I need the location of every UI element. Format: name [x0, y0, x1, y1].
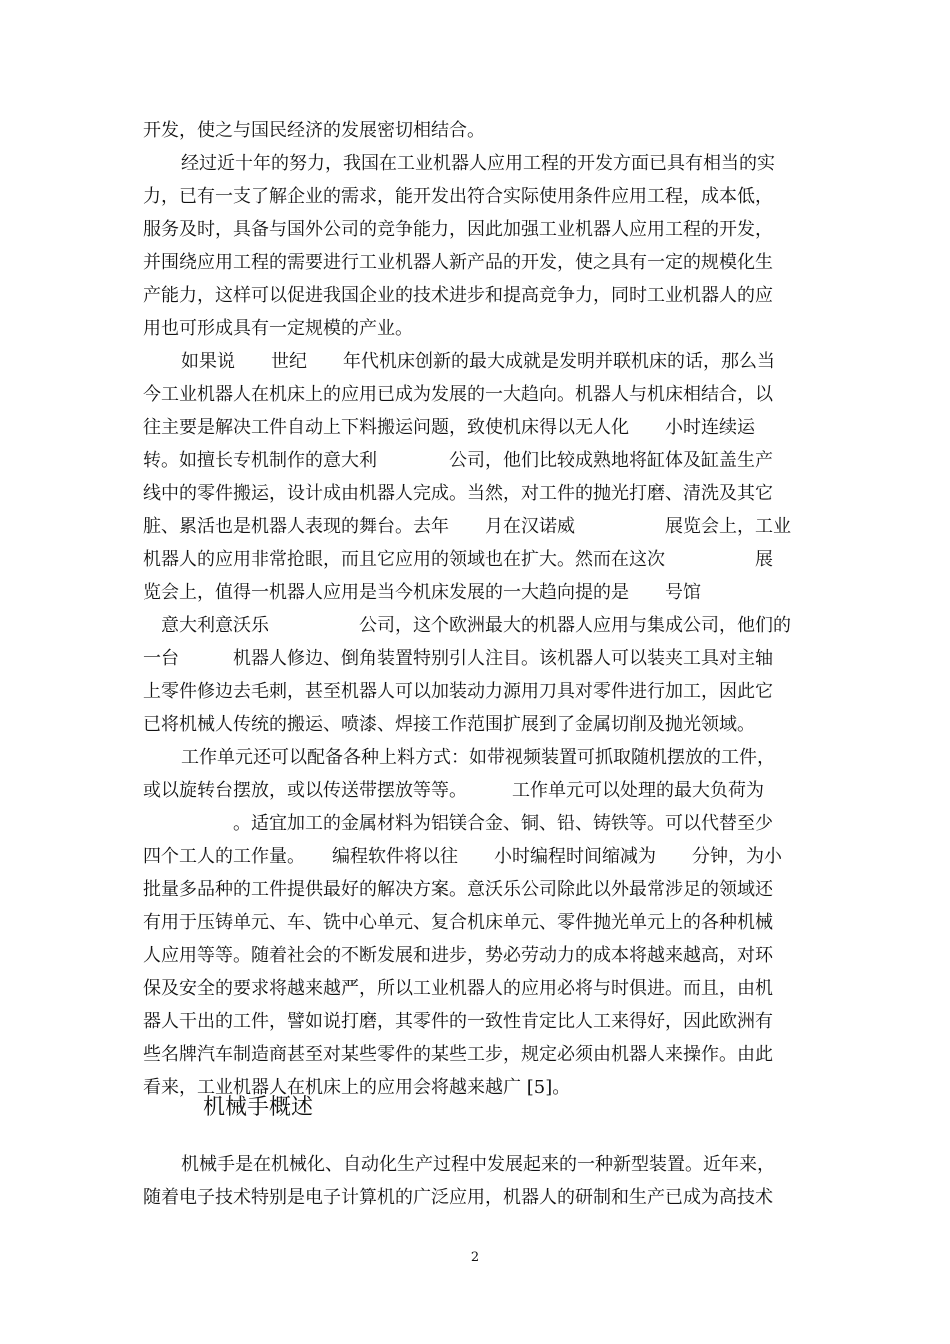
text-line: 览会上，值得一机器人应用是当今机床发展的一大趋向提的是 号馆	[143, 582, 701, 603]
text-line: 工作单元还可以配备各种上料方式：如带视频装置可抓取随机摆放的工件，	[181, 747, 775, 768]
text-line: 转。如擅长专机制作的意大利 公司，他们比较成熟地将缸体及缸盖生产	[143, 450, 773, 471]
text-line: 批量多品种的工件提供最好的解决方案。意沃乐公司除此以外最常涉足的领域还	[143, 879, 773, 900]
text-line-hidden-guard	[143, 1041, 808, 1074]
text-line: 并围绕应用工程的需要进行工业机器人新产品的开发，使之具有一定的规模化生	[143, 252, 773, 273]
text-line: 四个工人的工作量。 编程软件将以往 小时编程时间缩减为 分钟，为小	[143, 846, 782, 867]
text-line: 力，已有一支了解企业的需求，能开发出符合实际使用条件应用工程，成本低，	[143, 186, 773, 207]
text-line: 器人干出的工件，譬如说打磨，其零件的一致性肯定比人工来得好，因此欧洲有	[143, 1011, 773, 1032]
text-line: 如果说 世纪 年代机床创新的最大成就是发明并联机床的话，那么当	[181, 351, 775, 372]
page-number: 2	[470, 1250, 480, 1265]
text-line: 今工业机器人在机床上的应用已成为发展的一大趋向。机器人与机床相结合，以	[143, 384, 773, 405]
text-line: 脏、累活也是机器人表现的舞台。去年 月在汉诺威 展览会上，工业	[143, 516, 791, 537]
text-line: 往主要是解决工件自动上下料搬运问题，致使机床得以无人化 小时连续运	[143, 417, 755, 438]
text-line: 用也可形成具有一定规模的产业。	[143, 318, 413, 339]
text-line: 产能力，这样可以促进我国企业的技术进步和提高竞争力，同时工业机器人的应	[143, 285, 773, 306]
text-line: 些名牌汽车制造商甚至对某些零件的某些工步，规定必须由机器人来操作。由此	[143, 1044, 773, 1065]
text-line: 经过近十年的努力，我国在工业机器人应用工程的开发方面已具有相当的实	[181, 153, 775, 174]
text-line: 有用于压铸单元、车、铣中心单元、复合机床单元、零件抛光单元上的各种机械	[143, 912, 773, 933]
text-line: 机械手是在机械化、自动化生产过程中发展起来的一种新型装置。近年来，	[181, 1154, 775, 1175]
text-line: 服务及时，具备与国外公司的竞争能力，因此加强工业机器人应用工程的开发，	[143, 219, 773, 240]
text-line: 开发，使之与国民经济的发展密切相结合。	[143, 120, 485, 141]
text-line: 线中的零件搬运，设计成由机器人完成。当然，对工件的抛光打磨、清洗及其它	[143, 483, 773, 504]
text-line: 看来，工业机器人在机床上的应用会将越来越广 [5]。	[143, 1077, 571, 1098]
text-line: 人应用等等。随着社会的不断发展和进步，势必劳动力的成本将越来越高，对环	[143, 945, 773, 966]
text-line: 意大利意沃乐 公司，这个欧洲最大的机器人应用与集成公司，他们的	[143, 615, 791, 636]
text-line: 。适宜加工的金属材料为铝镁合金、铜、铅、铸铁等。可以代替至少	[143, 813, 773, 834]
text-line: 或以旋转台摆放，或以传送带摆放等等。 工作单元可以处理的最大负荷为	[143, 780, 764, 801]
section-heading: 机械手概述	[203, 1095, 314, 1120]
text-line: 随着电子技术特别是电子计算机的广泛应用，机器人的研制和生产已成为高技术	[143, 1187, 773, 1208]
text-line: 已将机械人传统的搬运、喷漆、焊接工作范围扩展到了金属切削及抛光领域。	[143, 714, 755, 735]
text-line: 上零件修边去毛刺，甚至机器人可以加装动力源用刀具对零件进行加工，因此它	[143, 681, 773, 702]
text-line: 一台 机器人修边、倒角装置特别引人注目。该机器人可以装夹工具对主轴	[143, 648, 773, 669]
text-line: 机器人的应用非常抢眼，而且它应用的领域也在扩大。然而在这次 展	[143, 549, 773, 570]
text-line: 保及安全的要求将越来越严，所以工业机器人的应用必将与时俱进。而且，由机	[143, 978, 773, 999]
